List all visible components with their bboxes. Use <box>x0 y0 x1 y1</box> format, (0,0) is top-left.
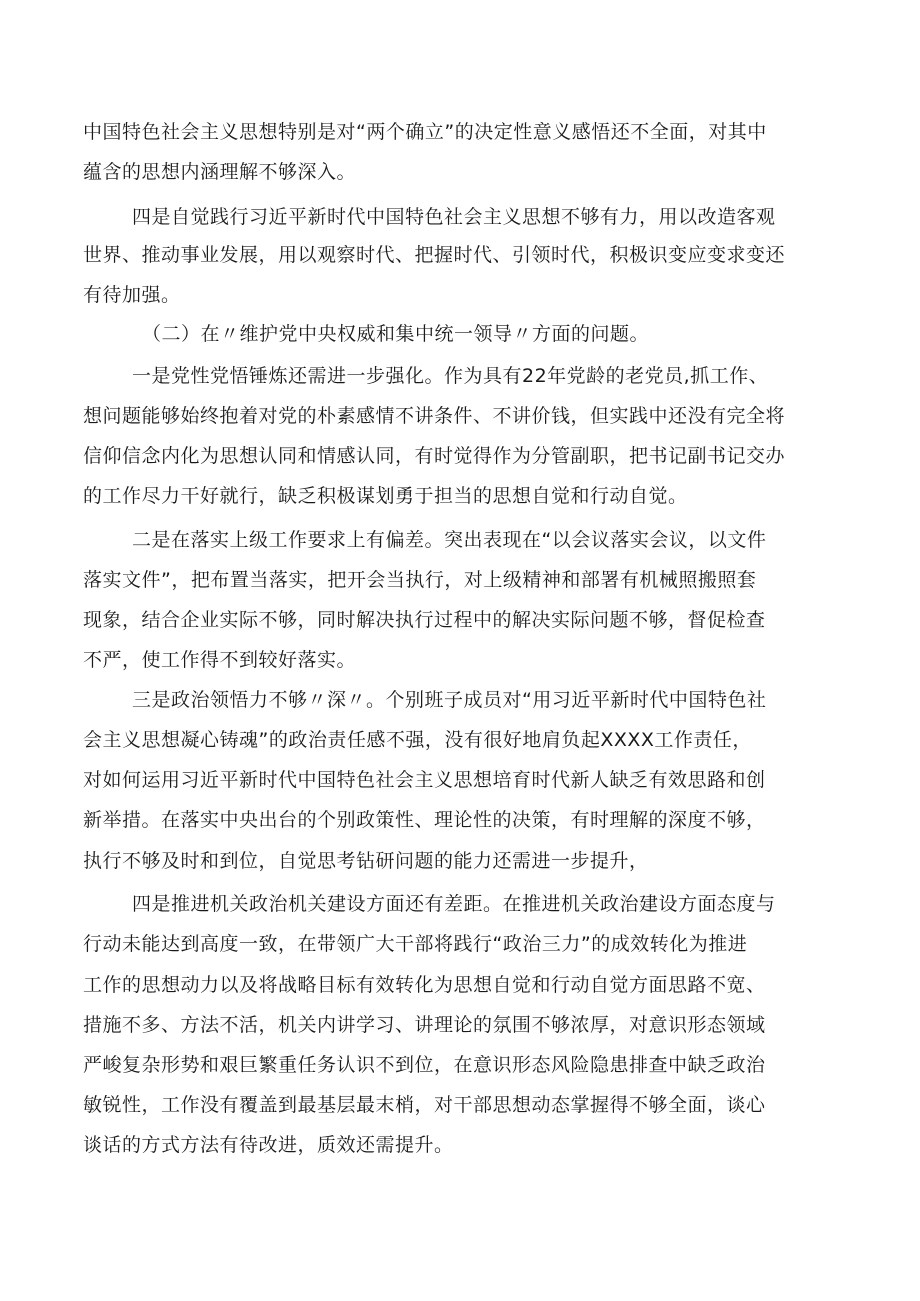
text-line: 新举措。在落实中央出台的个别政策性、理论性的决策，有时理解的深度不够， <box>83 809 766 831</box>
text-line: 严峻复杂形势和艰巨繁重任务认识不到位，在意识形态风险隐患排查中缺乏政治 <box>83 1054 766 1076</box>
text-line: 敏锐性，工作没有覆盖到最基层最末梢，对干部思想动态掌握得不够全面，谈心 <box>83 1094 766 1116</box>
text-line: 对如何运用习近平新时代中国特色社会主义思想培育时代新人缺乏有效思路和创 <box>83 769 766 791</box>
paragraph-start-line: 四是自觉践行习近平新时代中国特色社会主义思想不够有力，用以改造客观 <box>132 206 776 228</box>
text-line: 信仰信念内化为思想认同和情感认同，有时觉得作为分管副职，把书记副书记交办 <box>83 445 786 467</box>
text-line: 想问题能够始终抱着对党的朴素感情不讲条件、不讲价钱，但实践中还没有完全将 <box>83 405 786 427</box>
paragraph-start-line: 二是在落实上级工作要求上有偏差。突出表现在“以会议落实会议，以文件 <box>132 529 767 551</box>
paragraph-start-line: 三是政治领悟力不够〃深〃。个别班子成员对“用习近平新时代中国特色社 <box>132 689 767 711</box>
text-line: 落实文件”，把布置当落实，把开会当执行，对上级精神和部署有机械照搬照套 <box>83 569 757 591</box>
text-line: 的工作尽力干好就行，缺乏积极谋划勇于担当的思想自觉和行动自觉。 <box>83 485 688 507</box>
text-line: 世界、推动事业发展，用以观察时代、把握时代、引领时代，积极识变应变求变还 <box>83 244 786 266</box>
text-line: 执行不够及时和到位，自觉思考钻研问题的能力还需进一步提升， <box>83 850 649 872</box>
text-line: 工作的思想动力以及将战略目标有效转化为思想自觉和行动自觉方面思路不宽、 <box>83 974 766 996</box>
text-line: 会主义思想凝心铸魂”的政治责任感不强，没有很好地肩负起XXXX工作责任， <box>83 729 752 751</box>
text-line: 现象，结合企业实际不够，同时解决执行过程中的解决实际问题不够，督促检查 <box>83 609 766 631</box>
section-heading: （二）在〃维护党中央权威和集中统一领导〃方面的问题。 <box>142 323 650 345</box>
text-line: 有待加强。 <box>83 284 181 306</box>
text-line: 措施不多、方法不活，机关内讲学习、讲理论的氛围不够浓厚，对意识形态领域 <box>83 1014 766 1036</box>
text-line: 中国特色社会主义思想特别是对“两个确立”的决定性意义感悟还不全面，对其中 <box>83 121 767 143</box>
text-line: 谈话的方式方法有待改进，质效还需提升。 <box>83 1134 454 1156</box>
text-line: 行动未能达到高度一致，在带领广大干部将践行“政治三力”的成效转化为推进 <box>83 933 748 955</box>
text-line: 不严，使工作得不到较好落实。 <box>83 649 357 671</box>
paragraph-start-line: 一是党性党悟锤炼还需进一步强化。作为具有22年党龄的老党员,抓工作、 <box>132 365 769 387</box>
text-line: 蕴含的思想内涵理解不够深入。 <box>83 161 357 183</box>
paragraph-start-line: 四是推进机关政治机关建设方面还有差距。在推进机关政治建设方面态度与 <box>132 893 776 915</box>
